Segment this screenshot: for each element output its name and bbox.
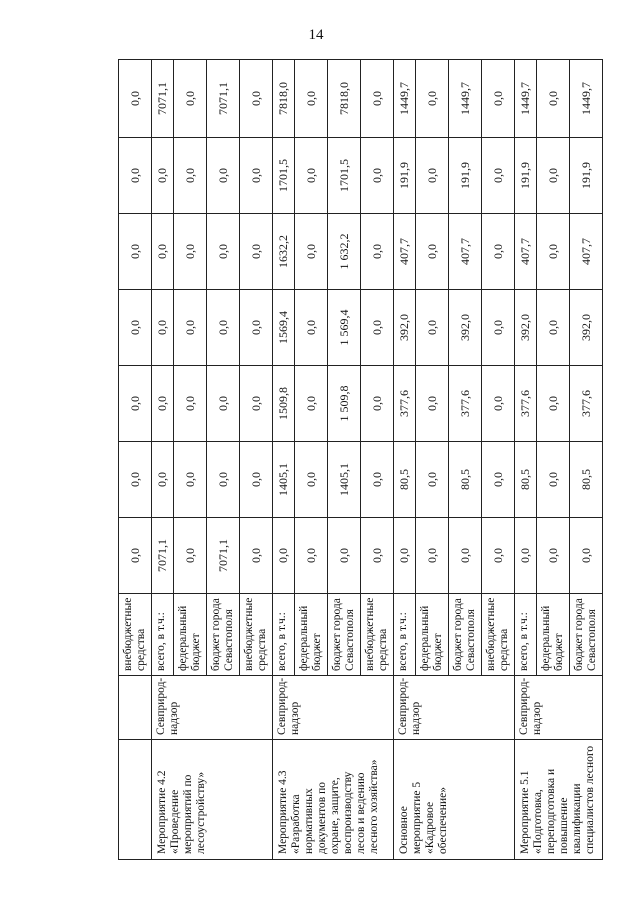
funding-table (118, 59, 603, 860)
year-value-cell: 392,0 (515, 290, 537, 366)
year-value-cell: 0,0 (361, 138, 394, 214)
year-value-cell: 407,7 (394, 214, 416, 290)
year-value-cell: 0,0 (482, 214, 515, 290)
year-value-cell: 0,0 (361, 214, 394, 290)
measure-description (119, 740, 152, 860)
year-value-cell: 0,0 (361, 366, 394, 442)
year-value-cell: 0,0 (361, 290, 394, 366)
year-value-cell: 191,9 (449, 138, 482, 214)
year-value-cell: 1509,8 (273, 366, 295, 442)
year-value-cell: 1632,2 (273, 214, 295, 290)
funding-source-cell: всего, в т.ч.: (394, 594, 416, 676)
funding-source-cell: внебюджетные средства (119, 594, 152, 676)
total-value-cell: 0,0 (119, 60, 152, 138)
year-value-cell: 0,0 (537, 290, 570, 366)
year-value-cell: 392,0 (449, 290, 482, 366)
year-value-cell: 0,0 (152, 138, 174, 214)
year-value-cell: 0,0 (416, 442, 449, 518)
year-value-cell: 0,0 (416, 290, 449, 366)
year-value-cell: 7071,1 (207, 518, 240, 594)
funding-source-cell: внебюджетные средства (240, 594, 273, 676)
funding-source-cell: федеральный бюджет (174, 594, 207, 676)
funding-source-cell: всего, в т.ч.: (515, 594, 537, 676)
year-value-cell: 392,0 (394, 290, 416, 366)
year-value-cell: 0,0 (482, 442, 515, 518)
year-value-cell: 377,6 (570, 366, 603, 442)
executor-cell: Севприрод-надзор (515, 676, 603, 740)
total-value-cell: 0,0 (416, 60, 449, 138)
funding-source-cell: бюджет города Севастополя (328, 594, 361, 676)
year-value-cell: 0,0 (207, 214, 240, 290)
year-value-cell: 0,0 (174, 518, 207, 594)
year-value-cell: 407,7 (515, 214, 537, 290)
table-row (394, 60, 416, 860)
year-value-cell: 1405,1 (328, 442, 361, 518)
year-value-cell: 0,0 (537, 138, 570, 214)
year-value-cell: 7071,1 (152, 518, 174, 594)
total-value-cell: 7818,0 (328, 60, 361, 138)
table-row (119, 60, 152, 860)
year-value-cell: 0,0 (449, 518, 482, 594)
funding-source-cell: всего, в т.ч.: (152, 594, 174, 676)
total-value-cell: 1449,7 (449, 60, 482, 138)
funding-source-cell: бюджет города Севастополя (449, 594, 482, 676)
measure-description: Мероприятие 5.1 «Подготовка, переподготовка и повышение квалификации специалистов лесного (515, 740, 603, 860)
year-value-cell: 0,0 (295, 214, 328, 290)
year-value-cell: 0,0 (207, 366, 240, 442)
year-value-cell: 0,0 (207, 442, 240, 518)
year-value-cell: 0,0 (152, 290, 174, 366)
year-value-cell: 0,0 (119, 138, 152, 214)
year-value-cell: 0,0 (207, 138, 240, 214)
total-value-cell: 7071,1 (152, 60, 174, 138)
year-value-cell: 0,0 (416, 214, 449, 290)
total-value-cell: 0,0 (295, 60, 328, 138)
year-value-cell: 0,0 (174, 366, 207, 442)
measure-description: Мероприятие 4.3 «Разработка нормативных документов по охране, защите, воспроизводству лесов и ведению лесного хозяйства» (273, 740, 394, 860)
funding-source-cell: всего, в т.ч.: (273, 594, 295, 676)
total-value-cell: 0,0 (482, 60, 515, 138)
measure-description: Основное мероприятие 5 «Кадровое обеспечение» (394, 740, 515, 860)
year-value-cell: 0,0 (537, 442, 570, 518)
year-value-cell: 0,0 (570, 518, 603, 594)
year-value-cell: 0,0 (174, 290, 207, 366)
page-number: 14 (308, 27, 324, 43)
year-value-cell: 191,9 (570, 138, 603, 214)
total-value-cell: 1449,7 (515, 60, 537, 138)
year-value-cell: 80,5 (449, 442, 482, 518)
table-row (515, 60, 537, 860)
year-value-cell: 0,0 (273, 518, 295, 594)
year-value-cell: 80,5 (515, 442, 537, 518)
year-value-cell: 1569,4 (273, 290, 295, 366)
year-value-cell: 0,0 (537, 518, 570, 594)
year-value-cell: 1 509,8 (328, 366, 361, 442)
year-value-cell: 407,7 (449, 214, 482, 290)
year-value-cell: 0,0 (240, 214, 273, 290)
year-value-cell: 0,0 (295, 138, 328, 214)
year-value-cell: 0,0 (295, 442, 328, 518)
year-value-cell: 0,0 (240, 518, 273, 594)
year-value-cell: 0,0 (416, 366, 449, 442)
year-value-cell: 0,0 (240, 366, 273, 442)
year-value-cell: 0,0 (240, 138, 273, 214)
total-value-cell: 7071,1 (207, 60, 240, 138)
year-value-cell: 80,5 (394, 442, 416, 518)
year-value-cell: 0,0 (482, 290, 515, 366)
funding-source-cell: внебюджетные средства (482, 594, 515, 676)
year-value-cell: 0,0 (119, 518, 152, 594)
year-value-cell: 0,0 (361, 442, 394, 518)
year-value-cell: 1405,1 (273, 442, 295, 518)
year-value-cell: 0,0 (394, 518, 416, 594)
year-value-cell: 1701,5 (273, 138, 295, 214)
funding-source-cell: бюджет города Севастополя (207, 594, 240, 676)
funding-source-cell: федеральный бюджет (295, 594, 328, 676)
year-value-cell: 1701,5 (328, 138, 361, 214)
total-value-cell: 7818,0 (273, 60, 295, 138)
year-value-cell: 0,0 (295, 290, 328, 366)
year-value-cell: 0,0 (152, 366, 174, 442)
funding-table-body (119, 60, 603, 860)
year-value-cell: 407,7 (570, 214, 603, 290)
year-value-cell: 0,0 (295, 518, 328, 594)
year-value-cell: 377,6 (449, 366, 482, 442)
year-value-cell: 0,0 (328, 518, 361, 594)
year-value-cell: 0,0 (119, 442, 152, 518)
year-value-cell: 0,0 (361, 518, 394, 594)
year-value-cell: 0,0 (416, 518, 449, 594)
year-value-cell: 0,0 (152, 214, 174, 290)
year-value-cell: 0,0 (537, 214, 570, 290)
table-row (273, 60, 295, 860)
year-value-cell: 0,0 (174, 442, 207, 518)
measure-description: Мероприятие 4.2 «Проведение мероприятий по лесоустройству» (152, 740, 273, 860)
year-value-cell: 80,5 (570, 442, 603, 518)
total-value-cell: 0,0 (537, 60, 570, 138)
funding-source-cell: федеральный бюджет (416, 594, 449, 676)
total-value-cell: 0,0 (174, 60, 207, 138)
year-value-cell: 392,0 (570, 290, 603, 366)
total-value-cell: 1449,7 (394, 60, 416, 138)
year-value-cell: 0,0 (119, 290, 152, 366)
executor-cell: Севприрод-надзор (152, 676, 273, 740)
year-value-cell: 191,9 (394, 138, 416, 214)
executor-cell: Севприрод-надзор (394, 676, 515, 740)
year-value-cell: 0,0 (240, 442, 273, 518)
year-value-cell: 377,6 (394, 366, 416, 442)
funding-source-cell: бюджет города Севастополя (570, 594, 603, 676)
total-value-cell: 0,0 (240, 60, 273, 138)
executor-cell: Севприрод-надзор (273, 676, 394, 740)
year-value-cell: 377,6 (515, 366, 537, 442)
year-value-cell: 0,0 (174, 138, 207, 214)
funding-source-cell: федеральный бюджет (537, 594, 570, 676)
year-value-cell: 0,0 (119, 214, 152, 290)
funding-source-cell: внебюджетные средства (361, 594, 394, 676)
year-value-cell: 0,0 (240, 290, 273, 366)
rotated-table-container (118, 60, 596, 860)
year-value-cell: 0,0 (174, 214, 207, 290)
total-value-cell: 1449,7 (570, 60, 603, 138)
year-value-cell: 0,0 (295, 366, 328, 442)
executor-cell (119, 676, 152, 740)
year-value-cell: 191,9 (515, 138, 537, 214)
year-value-cell: 0,0 (416, 138, 449, 214)
year-value-cell: 0,0 (482, 138, 515, 214)
year-value-cell: 0,0 (207, 290, 240, 366)
total-value-cell: 0,0 (361, 60, 394, 138)
year-value-cell: 1 632,2 (328, 214, 361, 290)
year-value-cell: 0,0 (152, 442, 174, 518)
year-value-cell: 0,0 (482, 366, 515, 442)
year-value-cell: 0,0 (515, 518, 537, 594)
year-value-cell: 0,0 (537, 366, 570, 442)
table-row (152, 60, 174, 860)
year-value-cell: 1 569,4 (328, 290, 361, 366)
year-value-cell: 0,0 (119, 366, 152, 442)
year-value-cell: 0,0 (482, 518, 515, 594)
